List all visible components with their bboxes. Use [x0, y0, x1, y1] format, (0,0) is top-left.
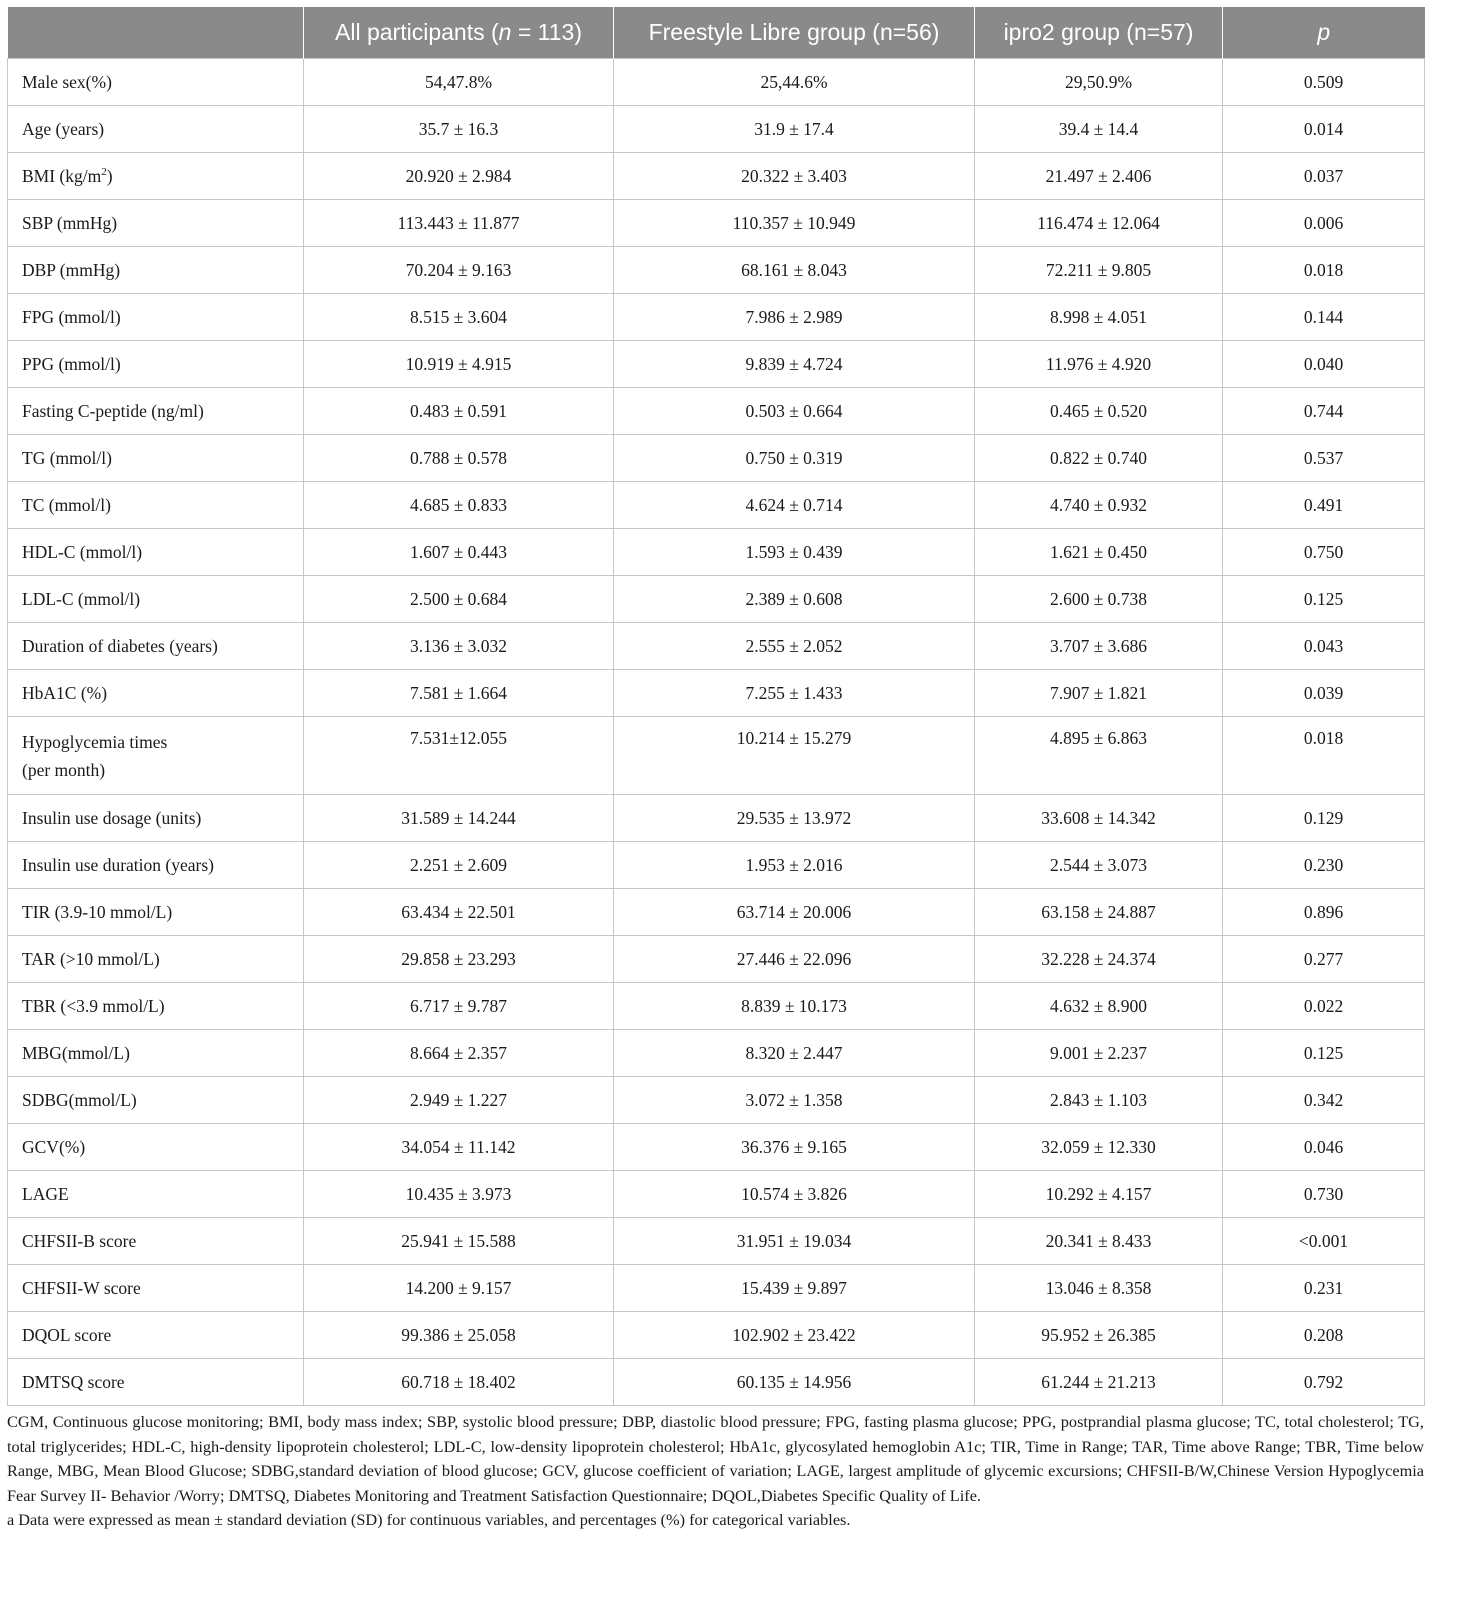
- cell-freestyle-libre: 1.593 ± 0.439: [614, 529, 975, 576]
- row-label: Duration of diabetes (years): [8, 623, 304, 670]
- cell-freestyle-libre: 15.439 ± 9.897: [614, 1265, 975, 1312]
- cell-ipro2: 9.001 ± 2.237: [975, 1030, 1223, 1077]
- cell-ipro2: 3.707 ± 3.686: [975, 623, 1223, 670]
- cell-all-participants: 25.941 ± 15.588: [304, 1218, 614, 1265]
- row-label: GCV(%): [8, 1124, 304, 1171]
- row-label: TIR (3.9-10 mmol/L): [8, 889, 304, 936]
- cell-p-value: 0.208: [1223, 1312, 1425, 1359]
- row-label: BMI $(kg/m^2)$: [8, 153, 304, 200]
- cell-ipro2: 20.341 ± 8.433: [975, 1218, 1223, 1265]
- cell-all-participants: 60.718 ± 18.402: [304, 1359, 614, 1406]
- cell-ipro2: 0.465 ± 0.520: [975, 388, 1223, 435]
- header-all-participants: All participants (n = 113): [304, 7, 614, 59]
- cell-freestyle-libre: 10.214 ± 15.279: [614, 717, 975, 795]
- table-row: [8, 1077, 1425, 1124]
- row-label: LAGE: [8, 1171, 304, 1218]
- cell-p-value: 0.537: [1223, 435, 1425, 482]
- cell-all-participants: 113.443 ± 11.877: [304, 200, 614, 247]
- cell-ipro2: 21.497 ± 2.406: [975, 153, 1223, 200]
- cell-freestyle-libre: 2.389 ± 0.608: [614, 576, 975, 623]
- table-row: [8, 482, 1425, 529]
- cell-p-value: 0.037: [1223, 153, 1425, 200]
- cell-p-value: 0.509: [1223, 59, 1425, 106]
- header-ipro2: ipro2 group (n=57): [975, 7, 1223, 59]
- cell-all-participants: 2.251 ± 2.609: [304, 842, 614, 889]
- cell-ipro2: 2.600 ± 0.738: [975, 576, 1223, 623]
- cell-ipro2: 4.632 ± 8.900: [975, 983, 1223, 1030]
- cell-ipro2: 32.059 ± 12.330: [975, 1124, 1223, 1171]
- row-label: LDL-C (mmol/l): [8, 576, 304, 623]
- cell-p-value: 0.896: [1223, 889, 1425, 936]
- cell-ipro2: 116.474 ± 12.064: [975, 200, 1223, 247]
- cell-freestyle-libre: 8.320 ± 2.447: [614, 1030, 975, 1077]
- cell-p-value: 0.744: [1223, 388, 1425, 435]
- table-row: [8, 670, 1425, 717]
- table-row: [8, 153, 1425, 200]
- cell-p-value: 0.043: [1223, 623, 1425, 670]
- table-row: [8, 1171, 1425, 1218]
- table-row: [8, 435, 1425, 482]
- cell-ipro2: 11.976 ± 4.920: [975, 341, 1223, 388]
- row-label: DBP (mmHg): [8, 247, 304, 294]
- row-label: Insulin use dosage (units): [8, 795, 304, 842]
- header-freestyle-libre: Freestyle Libre group (n=56): [614, 7, 975, 59]
- cell-ipro2: 0.822 ± 0.740: [975, 435, 1223, 482]
- cell-freestyle-libre: 20.322 ± 3.403: [614, 153, 975, 200]
- table-row: [8, 1359, 1425, 1406]
- row-label: MBG(mmol/L): [8, 1030, 304, 1077]
- cell-freestyle-libre: 63.714 ± 20.006: [614, 889, 975, 936]
- cell-ipro2: 4.740 ± 0.932: [975, 482, 1223, 529]
- cell-freestyle-libre: 0.750 ± 0.319: [614, 435, 975, 482]
- table-row: [8, 294, 1425, 341]
- footnote-a: a Data were expressed as mean ± standard deviation (SD) for continuous variables, and percentages (%) for categorical variables.: [7, 1510, 851, 1529]
- cell-freestyle-libre: 4.624 ± 0.714: [614, 482, 975, 529]
- table-header-row: [8, 7, 1425, 59]
- cell-all-participants: 7.531±12.055: [304, 717, 614, 795]
- cell-p-value: 0.792: [1223, 1359, 1425, 1406]
- cell-all-participants: 29.858 ± 23.293: [304, 936, 614, 983]
- table-row: [8, 623, 1425, 670]
- cell-ipro2: 7.907 ± 1.821: [975, 670, 1223, 717]
- cell-ipro2: 10.292 ± 4.157: [975, 1171, 1223, 1218]
- cell-freestyle-libre: 9.839 ± 4.724: [614, 341, 975, 388]
- cell-p-value: 0.730: [1223, 1171, 1425, 1218]
- cell-all-participants: 63.434 ± 22.501: [304, 889, 614, 936]
- cell-p-value: 0.006: [1223, 200, 1425, 247]
- cell-ipro2: 32.228 ± 24.374: [975, 936, 1223, 983]
- row-label: Age (years): [8, 106, 304, 153]
- cell-freestyle-libre: 31.9 ± 17.4: [614, 106, 975, 153]
- table-row: [8, 936, 1425, 983]
- cell-all-participants: 31.589 ± 14.244: [304, 795, 614, 842]
- cell-freestyle-libre: 0.503 ± 0.664: [614, 388, 975, 435]
- cell-p-value: 0.750: [1223, 529, 1425, 576]
- cell-freestyle-libre: 27.446 ± 22.096: [614, 936, 975, 983]
- row-label: HbA1C (%): [8, 670, 304, 717]
- cell-ipro2: 61.244 ± 21.213: [975, 1359, 1223, 1406]
- table-row: [8, 1218, 1425, 1265]
- cell-freestyle-libre: 7.986 ± 2.989: [614, 294, 975, 341]
- cell-all-participants: 35.7 ± 16.3: [304, 106, 614, 153]
- cell-p-value: 0.014: [1223, 106, 1425, 153]
- row-label: Fasting C-peptide (ng/ml): [8, 388, 304, 435]
- cell-ipro2: 29,50.9%: [975, 59, 1223, 106]
- footnote-abbreviations: CGM, Continuous glucose monitoring; BMI, body mass index; SBP, systolic blood pressure; DBP, diastolic blood pressure; FPG, fasting plasma glucose; PPG, postprandial plasma glucose; TC, total cholesterol; TG, total triglycerides; HDL-C, high-density lipoprotein cholesterol; LDL-C, low-density lipoprotein cholesterol; HbA1c, glycosylated hemoglobin A1c; TIR, Time in Range; TAR, Time above Range; TBR, Time below Range, MBG, Mean Blood Glucose; SDBG,standard deviation of blood glucose; GCV, glucose coefficient of variation; LAGE, largest amplitude of glycemic excursions; CHFSII-B/W,Chinese Version Hypoglycemia Fear Survey II- Behavior /Worry; DMTSQ, Diabetes Monitoring and Treatment Satisfaction Questionnaire; DQOL,Diabetes Specific Quality of Life.: [7, 1412, 1424, 1505]
- cell-p-value: 0.018: [1223, 717, 1425, 795]
- row-label: TC (mmol/l): [8, 482, 304, 529]
- cell-p-value: 0.342: [1223, 1077, 1425, 1124]
- cell-ipro2: 13.046 ± 8.358: [975, 1265, 1223, 1312]
- cell-ipro2: 4.895 ± 6.863: [975, 717, 1223, 795]
- cell-p-value: 0.125: [1223, 576, 1425, 623]
- table-row: [8, 529, 1425, 576]
- row-label: TBR (<3.9 mmol/L): [8, 983, 304, 1030]
- cell-ipro2: 2.544 ± 3.073: [975, 842, 1223, 889]
- cell-all-participants: 3.136 ± 3.032: [304, 623, 614, 670]
- cell-ipro2: 95.952 ± 26.385: [975, 1312, 1223, 1359]
- cell-p-value: 0.046: [1223, 1124, 1425, 1171]
- row-label: Hypoglycemia times (per month): [8, 717, 304, 795]
- row-label: Insulin use duration (years): [8, 842, 304, 889]
- row-label: SBP (mmHg): [8, 200, 304, 247]
- cell-all-participants: 2.500 ± 0.684: [304, 576, 614, 623]
- cell-all-participants: 8.664 ± 2.357: [304, 1030, 614, 1077]
- cell-ipro2: 72.211 ± 9.805: [975, 247, 1223, 294]
- cell-ipro2: 33.608 ± 14.342: [975, 795, 1223, 842]
- table-row: [8, 106, 1425, 153]
- cell-p-value: <0.001: [1223, 1218, 1425, 1265]
- cell-all-participants: 10.435 ± 3.973: [304, 1171, 614, 1218]
- cell-p-value: 0.129: [1223, 795, 1425, 842]
- cell-all-participants: 4.685 ± 0.833: [304, 482, 614, 529]
- table-row: [8, 388, 1425, 435]
- cell-freestyle-libre: 10.574 ± 3.826: [614, 1171, 975, 1218]
- cell-all-participants: 7.581 ± 1.664: [304, 670, 614, 717]
- table-row: [8, 200, 1425, 247]
- cell-all-participants: 8.515 ± 3.604: [304, 294, 614, 341]
- table-figure: [7, 7, 1424, 1533]
- cell-p-value: 0.230: [1223, 842, 1425, 889]
- cell-freestyle-libre: 29.535 ± 13.972: [614, 795, 975, 842]
- cell-ipro2: 1.621 ± 0.450: [975, 529, 1223, 576]
- cell-ipro2: 2.843 ± 1.103: [975, 1077, 1223, 1124]
- table-row: [8, 576, 1425, 623]
- table-row: [8, 1030, 1425, 1077]
- cell-freestyle-libre: 3.072 ± 1.358: [614, 1077, 975, 1124]
- row-label: DQOL score: [8, 1312, 304, 1359]
- table-row: [8, 1124, 1425, 1171]
- table-row: [8, 1312, 1425, 1359]
- cell-p-value: 0.022: [1223, 983, 1425, 1030]
- table-row: [8, 983, 1425, 1030]
- baseline-characteristics-table: [7, 7, 1425, 1406]
- cell-p-value: 0.018: [1223, 247, 1425, 294]
- cell-freestyle-libre: 60.135 ± 14.956: [614, 1359, 975, 1406]
- cell-freestyle-libre: 68.161 ± 8.043: [614, 247, 975, 294]
- cell-all-participants: 20.920 ± 2.984: [304, 153, 614, 200]
- cell-freestyle-libre: 31.951 ± 19.034: [614, 1218, 975, 1265]
- cell-freestyle-libre: 102.902 ± 23.422: [614, 1312, 975, 1359]
- header-variable: [8, 7, 304, 59]
- cell-all-participants: 6.717 ± 9.787: [304, 983, 614, 1030]
- cell-p-value: 0.144: [1223, 294, 1425, 341]
- cell-p-value: 0.040: [1223, 341, 1425, 388]
- row-label: DMTSQ score: [8, 1359, 304, 1406]
- table-footnotes: [7, 1410, 1424, 1533]
- cell-all-participants: 54,47.8%: [304, 59, 614, 106]
- cell-all-participants: 99.386 ± 25.058: [304, 1312, 614, 1359]
- cell-p-value: 0.125: [1223, 1030, 1425, 1077]
- row-label: Male sex(%): [8, 59, 304, 106]
- table-row: [8, 59, 1425, 106]
- cell-freestyle-libre: 36.376 ± 9.165: [614, 1124, 975, 1171]
- row-label: HDL-C (mmol/l): [8, 529, 304, 576]
- cell-freestyle-libre: 25,44.6%: [614, 59, 975, 106]
- cell-all-participants: 0.788 ± 0.578: [304, 435, 614, 482]
- row-label: CHFSII-B score: [8, 1218, 304, 1265]
- table-row: [8, 842, 1425, 889]
- row-label: SDBG(mmol/L): [8, 1077, 304, 1124]
- cell-all-participants: 2.949 ± 1.227: [304, 1077, 614, 1124]
- row-label: TAR (>10 mmol/L): [8, 936, 304, 983]
- cell-all-participants: 1.607 ± 0.443: [304, 529, 614, 576]
- cell-p-value: 0.039: [1223, 670, 1425, 717]
- table-row: [8, 247, 1425, 294]
- cell-freestyle-libre: 1.953 ± 2.016: [614, 842, 975, 889]
- table-row: [8, 889, 1425, 936]
- table-row: [8, 717, 1425, 795]
- header-p-value: p: [1223, 7, 1425, 59]
- row-label: FPG (mmol/l): [8, 294, 304, 341]
- row-label: CHFSII-W score: [8, 1265, 304, 1312]
- row-label: PPG (mmol/l): [8, 341, 304, 388]
- cell-freestyle-libre: 2.555 ± 2.052: [614, 623, 975, 670]
- row-label: TG (mmol/l): [8, 435, 304, 482]
- cell-ipro2: 8.998 ± 4.051: [975, 294, 1223, 341]
- cell-all-participants: 10.919 ± 4.915: [304, 341, 614, 388]
- cell-p-value: 0.231: [1223, 1265, 1425, 1312]
- table-row: [8, 341, 1425, 388]
- cell-freestyle-libre: 8.839 ± 10.173: [614, 983, 975, 1030]
- cell-all-participants: 0.483 ± 0.591: [304, 388, 614, 435]
- cell-ipro2: 39.4 ± 14.4: [975, 106, 1223, 153]
- table-row: [8, 795, 1425, 842]
- cell-ipro2: 63.158 ± 24.887: [975, 889, 1223, 936]
- cell-p-value: 0.277: [1223, 936, 1425, 983]
- cell-all-participants: 70.204 ± 9.163: [304, 247, 614, 294]
- table-row: [8, 1265, 1425, 1312]
- cell-all-participants: 34.054 ± 11.142: [304, 1124, 614, 1171]
- cell-freestyle-libre: 110.357 ± 10.949: [614, 200, 975, 247]
- cell-freestyle-libre: 7.255 ± 1.433: [614, 670, 975, 717]
- cell-p-value: 0.491: [1223, 482, 1425, 529]
- cell-all-participants: 14.200 ± 9.157: [304, 1265, 614, 1312]
